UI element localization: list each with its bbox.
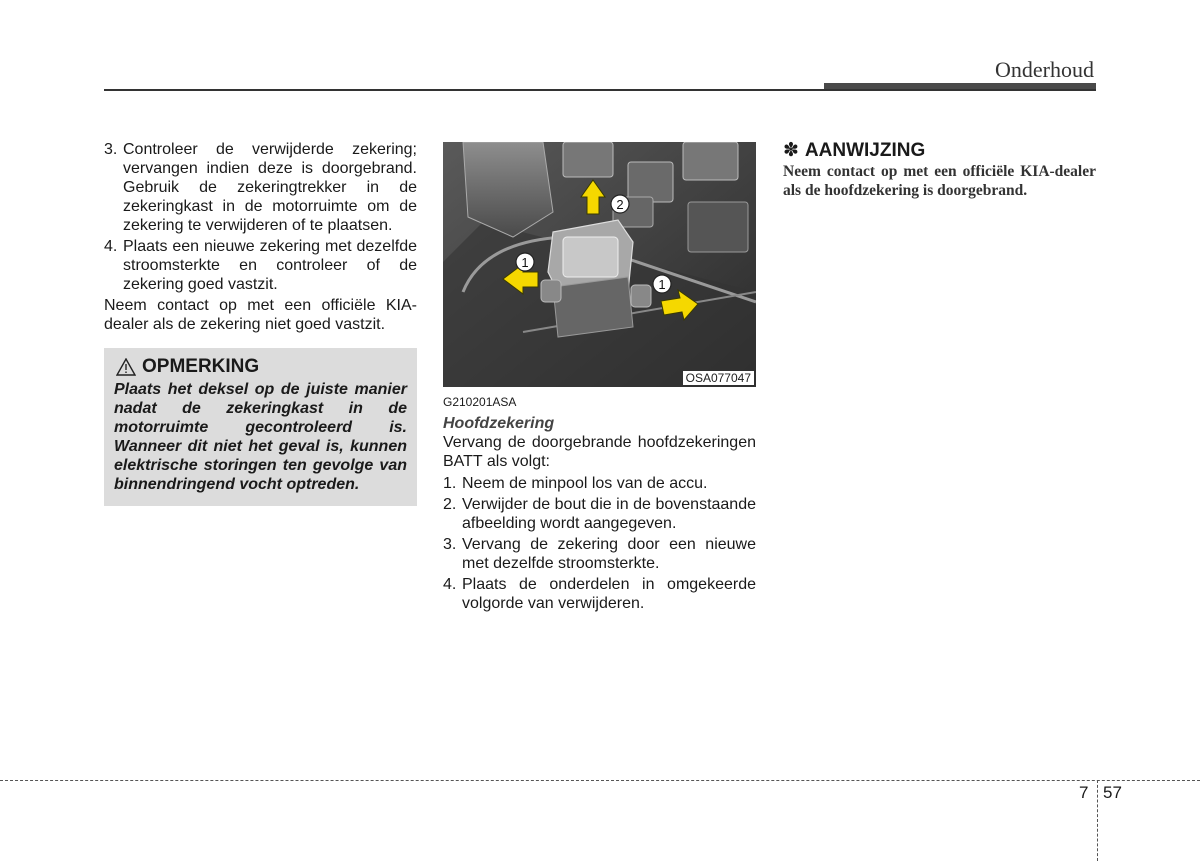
list-item	[443, 474, 756, 493]
section-subheading: Hoofdzekering	[443, 415, 555, 432]
dealer-paragraph: Neem contact op met een officiële KIA-dealer als de zekering niet goed vastzit.	[104, 297, 417, 333]
left-column	[104, 140, 417, 506]
note-star-icon: ✽	[783, 140, 799, 161]
step-text: Neem de minpool los van de accu.	[462, 475, 708, 492]
callout-marker	[611, 195, 629, 213]
callout-marker	[653, 275, 671, 293]
caution-title: OPMERKING	[142, 356, 260, 377]
step-text: Plaats de onderdelen in omgekeerde volgorde van verwijderen.	[462, 576, 756, 612]
step-number: 4.	[443, 576, 457, 593]
header-rule	[104, 89, 1096, 91]
footer-divider	[1097, 780, 1098, 861]
callout-label: 2	[616, 197, 624, 212]
step-text: Vervang de zekering door een nieuwe met dezelfde stroomsterkte.	[462, 536, 756, 572]
caution-body: Plaats het deksel op de juiste manier nadat de zekeringkast in de motorruimte gecontroleerd is. Wanneer dit niet het geval is, kunnen elektrische storingen ten gevolge van binnendringend vocht optreden.	[114, 381, 407, 493]
step-text: Verwijder de bout die in de bovenstaande afbeelding wordt aangegeven.	[462, 496, 756, 532]
step-text: Plaats een nieuwe zekering met dezelfde stroomsterkte en controleer of de zekering goed vastzit.	[123, 238, 417, 293]
footer-rule	[0, 780, 1200, 781]
step-number: 2.	[443, 496, 457, 513]
photo-code-label: OSA077047	[683, 371, 754, 385]
main-fuse-photo	[443, 142, 756, 387]
list-item	[104, 140, 417, 235]
list-item	[443, 495, 756, 533]
right-column	[783, 140, 1096, 200]
list-item	[104, 237, 417, 294]
main-fuse-steps	[443, 474, 756, 613]
middle-column	[443, 142, 756, 615]
callout-label: 1	[521, 255, 529, 270]
list-item	[443, 535, 756, 573]
step-number: 4.	[104, 238, 118, 255]
warning-triangle-icon	[116, 358, 136, 376]
page-header-title: Onderhoud	[995, 57, 1094, 82]
intro-paragraph: Vervang de doorgebrande hoofdzekeringen BATT als volgt:	[443, 434, 756, 470]
list-item	[443, 575, 756, 613]
note-body: Neem contact op met een officiële KIA-dealer als de hoofdzekering is doorgebrand.	[783, 163, 1096, 199]
caution-heading	[116, 356, 407, 378]
callout-label: 1	[658, 277, 666, 292]
fuse-box-illustration	[443, 142, 756, 387]
step-text: Controleer de verwijderde zekering; vervangen indien deze is doorgebrand. Gebruik de zekeringtrekker in de zekeringkast in de motorruimte om de zekering te verwijderen of te plaatsen.	[123, 141, 417, 234]
note-heading	[783, 140, 1096, 162]
step-number: 1.	[443, 475, 457, 492]
note-title: AANWIJZING	[804, 140, 926, 161]
callout-marker	[516, 253, 534, 271]
fuse-replacement-steps	[104, 140, 417, 294]
chapter-number: 7	[1079, 783, 1089, 802]
step-number: 3.	[443, 536, 457, 553]
caution-box	[104, 348, 417, 506]
step-number: 3.	[104, 141, 118, 158]
page-number: 57	[1103, 783, 1122, 802]
figure-id: G210201ASA	[443, 395, 517, 409]
